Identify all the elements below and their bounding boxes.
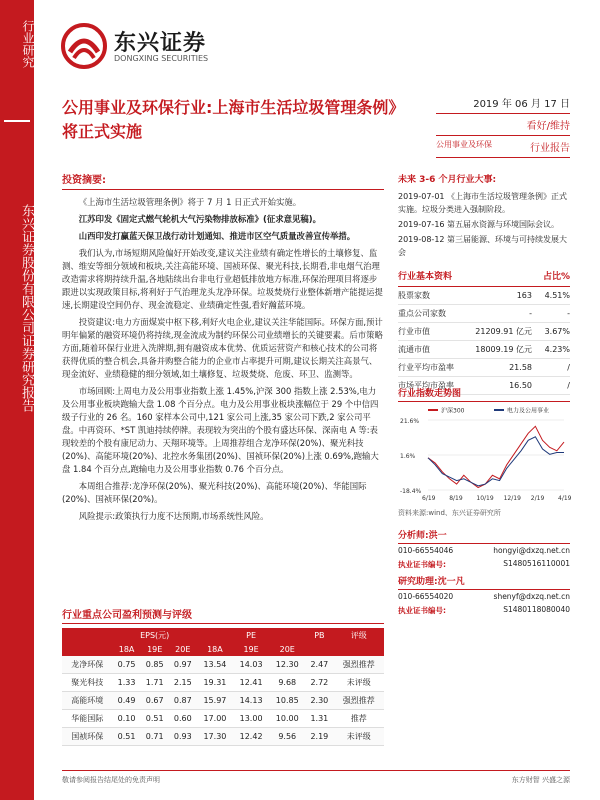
x-tick-label: 10/19 xyxy=(476,495,494,502)
indicator-cell: 行业平均市盈率 xyxy=(398,359,465,377)
indicator-cell: 流通市值 xyxy=(398,341,465,359)
forecast-cell: 华能国际 xyxy=(62,710,113,728)
summary-portfolio: 本周组合推荐:龙净环保(20%)、聚光科技(20%)、高能环境(20%)、华能国际(20%)、国祯环保(20%)。 xyxy=(62,481,367,504)
chart-plot xyxy=(398,402,570,512)
analyst-email[interactable]: hongyi@dxzq.net.cn xyxy=(493,546,570,555)
x-tick-label: 2/19 xyxy=(530,495,545,502)
indicator-cell: 21.58 xyxy=(465,359,532,377)
forecast-cell: 聚光科技 xyxy=(62,674,113,692)
forecast-row xyxy=(62,674,384,692)
sidebar-right xyxy=(398,174,570,395)
forecast-cell: 0.49 xyxy=(113,692,141,710)
forecast-cell: 10.85 xyxy=(269,692,305,710)
forecast-cell: 未评级 xyxy=(333,728,384,746)
analyst-cert-label: 执业证书编号: xyxy=(398,560,446,569)
indicator-cell: 163 xyxy=(465,287,532,305)
assistant-email[interactable]: shenyf@dxzq.net.cn xyxy=(493,592,570,601)
indicator-row xyxy=(398,305,570,323)
forecast-cell: 0.10 xyxy=(113,710,141,728)
indicators-title-text: 行业基本资料 xyxy=(398,272,453,282)
forecast-row xyxy=(62,656,384,674)
index-chart xyxy=(398,384,570,514)
events-title: 未来 3-6 个月行业大事: xyxy=(398,175,497,185)
analyst-cert xyxy=(398,557,570,572)
summary-item: 《上海市生活垃圾管理条例》将于 7 月 1 日正式开始实施。 xyxy=(78,197,302,207)
header-cell xyxy=(62,628,113,643)
forecast-cell: 1.71 xyxy=(141,674,169,692)
subheader-cell: 19E xyxy=(233,643,269,656)
indicator-cell: 重点公司家数 xyxy=(398,305,465,323)
indicator-cell: 16.50 xyxy=(465,377,532,395)
subheader-cell xyxy=(333,643,384,656)
assistant-contact xyxy=(398,590,570,603)
footer-slogan: 东方财智 兴盛之源 xyxy=(511,776,570,784)
chart-source: 资料来源:wind、东兴证券研究所 xyxy=(398,509,501,517)
sidebar-section-label: 行业研究 xyxy=(21,20,35,68)
indicator-cell: / xyxy=(532,377,570,395)
forecast-cell: 12.41 xyxy=(233,674,269,692)
analyst-cert-number: S1480516110001 xyxy=(503,559,570,568)
forecast-cell: 13.54 xyxy=(197,656,233,674)
x-tick-label: 4/19 xyxy=(558,495,572,502)
forecast-subheader-row xyxy=(62,643,384,656)
subheader-cell: 20E xyxy=(169,643,197,656)
summary-item: 江苏印发《固定式燃气轮机大气污染物排放标准》(征求意见稿)。 xyxy=(78,214,321,224)
forecast-cell: 龙净环保 xyxy=(62,656,113,674)
summary-advice: 投资建议:电力方面煤炭中枢下移,利好火电企业,建议关注华能国际。环保方面,预计明年偏紧的融资环境仍将持续,现金流成为制约环保公司业绩增长的关键要素。后市策略方面,随着环保行业进入洗牌期,拥有融资成本优势、优质运营资产和核心技术的公司将获得优质的整合机会,具备并购整合能力的企业市占率提升可期,建议长期关注高景气、现金流好、业绩稳健的细分领域,如土壤修复、垃圾焚烧、危废、环卫、监测等。 xyxy=(62,317,383,379)
legend-label: 沪深300 xyxy=(441,407,465,415)
summary-market: 市场回顾:上周电力及公用事业指数上涨 1.45%,沪深 300 指数上涨 2.53%,电力及公用事业板块跑输大盘 1.08 个百分点。电力及公用事业板块涨幅位于 29 个中信四级子行业的 26 名。160 家样本公司中,121 家公司上涨,35 家公司下跌,2 家公司平盘。中再资环、*ST 凯迪持续停牌。表现较为突出的个股有盛达环保、深南电 A 等:表现较差的个股有康尼动力、天翔环境等。上周推荐组合龙净环保(20%)、聚光科技(20%)、高能环境(20%)、北控水务集团(20%)、国祯环保(20%)上涨 0.69%,跑输大盘 1.84 个百分点,跑输电力及公用事业指数 0.76 个百分点。 xyxy=(62,386,379,474)
forecast-cell: 高能环境 xyxy=(62,692,113,710)
x-tick-label: 12/19 xyxy=(503,495,521,502)
subheader-cell xyxy=(62,643,113,656)
industry-label: 公用事业及环保 xyxy=(436,140,492,149)
forecast-cell: 2.19 xyxy=(305,728,333,746)
forecast-cell: 强烈推荐 xyxy=(333,692,384,710)
subheader-cell: 19E xyxy=(141,643,169,656)
forecast-cell: 2.15 xyxy=(169,674,197,692)
subheader-cell: 20E xyxy=(269,643,305,656)
forecast-cell: 9.68 xyxy=(269,674,305,692)
assistant-phone: 010-66554020 xyxy=(398,592,454,601)
forecast-cell: 10.00 xyxy=(269,710,305,728)
indicator-cell: - xyxy=(532,305,570,323)
subheader-cell: 18A xyxy=(197,643,233,656)
report-rating: 看好/维持 xyxy=(436,114,570,136)
forecast-cell: 未评级 xyxy=(333,674,384,692)
analyst-phone: 010-66554046 xyxy=(398,546,454,555)
indicator-row xyxy=(398,287,570,305)
brand-logo xyxy=(60,22,240,72)
x-tick-label: 6/19 xyxy=(422,495,436,502)
forecast-cell: 12.30 xyxy=(269,656,305,674)
summary-item: 山西印发打赢蓝天保卫战行动计划通知、推进市区空气质量改善宣传举措。 xyxy=(78,231,356,241)
y-tick-label: 21.6% xyxy=(400,418,420,425)
y-tick-label: 1.6% xyxy=(400,453,416,460)
forecast-row xyxy=(62,710,384,728)
header-cell: EPS(元) xyxy=(113,628,197,643)
analyst-role: 分析师: xyxy=(398,531,429,541)
forecast-cell: 0.87 xyxy=(169,692,197,710)
forecast-cell: 9.56 xyxy=(269,728,305,746)
summary-title: 投资摘要: xyxy=(62,174,384,190)
footer-disclaimer: 敬请参阅报告结尾处的免责声明 xyxy=(62,776,160,784)
assistant-cert xyxy=(398,603,570,618)
report-category xyxy=(436,136,570,158)
forecast-cell: 17.00 xyxy=(197,710,233,728)
forecast-cell: 0.85 xyxy=(141,656,169,674)
assistant-cert-label: 执业证书编号: xyxy=(398,606,446,615)
indicators-pct-label: 占比% xyxy=(542,272,570,282)
forecast-cell: 国祯环保 xyxy=(62,728,113,746)
report-title: 公用事业及环保行业:上海市生活垃圾管理条例》将正式实施 xyxy=(62,98,405,141)
forecast-cell: 2.47 xyxy=(305,656,333,674)
assistant-role: 研究助理: xyxy=(398,577,438,587)
indicator-cell: / xyxy=(532,359,570,377)
page-footer xyxy=(62,770,570,785)
forecast-header-row xyxy=(62,628,384,643)
brand-mark-icon xyxy=(60,22,108,70)
summary-view: 我们认为,市场短期风险偏好开始改变,建议关注业绩有确定性增长的土壤修复、监测、维安等细分领域和板块,关注高能环境、国祯环保、聚光科技,长期看,非电烟气治理改造需求将期持续升温,各地陆续出台非电行业超低排放地方标准,环保治理项目将逐步跟进以实现政策目标,将利好于气治理龙头龙净环保。垃圾焚烧行业整体新增产能提运提速,长期建设空间仍存、现金流稳定、业绩确定性强,看好瀚蓝环境。 xyxy=(62,248,383,310)
forecast-cell: 2.30 xyxy=(305,692,333,710)
indicator-cell: 行业市值 xyxy=(398,323,465,341)
forecast-cell: 17.30 xyxy=(197,728,233,746)
indicator-cell: 股票家数 xyxy=(398,287,465,305)
indicator-cell: 市场平均市盈率 xyxy=(398,377,465,395)
y-tick-label: -18.4% xyxy=(400,488,422,495)
forecast-cell: 1.31 xyxy=(305,710,333,728)
header-cell: 评级 xyxy=(333,628,384,643)
forecast-cell: 2.72 xyxy=(305,674,333,692)
legend-label: 电力及公用事业 xyxy=(507,407,550,415)
analyst-name-row xyxy=(398,526,570,544)
sidebar xyxy=(0,0,34,800)
summary-column xyxy=(62,174,384,527)
series-line xyxy=(428,426,564,487)
event-item: 2019-07-16 第五届水资源与环境国际会议。 xyxy=(398,220,560,229)
forecast-cell: 0.93 xyxy=(169,728,197,746)
forecast-cell: 推荐 xyxy=(333,710,384,728)
forecast-cell: 12.42 xyxy=(233,728,269,746)
x-tick-label: 8/19 xyxy=(449,495,463,502)
forecast-cell: 14.03 xyxy=(233,656,269,674)
summary-risk: 风险提示:政策执行力度不达预期,市场系统性风险。 xyxy=(78,511,269,521)
analyst-name: 洪一 xyxy=(428,531,447,541)
indicator-cell: 3.67% xyxy=(532,323,570,341)
header-cell: PE xyxy=(197,628,305,643)
assistant-name: 沈一凡 xyxy=(437,577,465,587)
indicators-title xyxy=(398,269,570,287)
forecast-cell: 19.31 xyxy=(197,674,233,692)
subheader-cell xyxy=(305,643,333,656)
analyst-contact xyxy=(398,544,570,557)
series-line xyxy=(428,437,564,486)
report-date: 2019 年 06 月 17 日 xyxy=(436,92,570,114)
event-item: 2019-07-01 《上海市生活垃圾管理条例》正式实施。垃圾分类进入强制阶段。 xyxy=(398,192,568,214)
header-cell: PB xyxy=(305,628,333,643)
forecast-cell: 0.97 xyxy=(169,656,197,674)
brand-name-en: DONGXING SECURITIES xyxy=(114,54,209,63)
subheader-cell: 18A xyxy=(113,643,141,656)
indicator-cell: - xyxy=(465,305,532,323)
indicator-row xyxy=(398,323,570,341)
forecast-cell: 0.51 xyxy=(141,710,169,728)
sidebar-company: 东兴证券股份有限公司证券研究报告 xyxy=(19,204,34,412)
indicator-cell: 4.51% xyxy=(532,287,570,305)
forecast-cell: 0.60 xyxy=(169,710,197,728)
report-type: 行业报告 xyxy=(530,143,570,154)
forecast-cell: 0.75 xyxy=(113,656,141,674)
indicator-row xyxy=(398,359,570,377)
forecast-table xyxy=(62,628,384,746)
forecast-cell: 14.13 xyxy=(233,692,269,710)
indicator-cell: 21209.91 亿元 xyxy=(465,323,532,341)
brand-name-cn: 东兴证券 xyxy=(114,31,207,56)
forecast-cell: 1.33 xyxy=(113,674,141,692)
forecast-row xyxy=(62,692,384,710)
forecast-cell: 强烈推荐 xyxy=(333,656,384,674)
forecast-section xyxy=(62,606,384,746)
chart-title: 行业指数走势图 xyxy=(398,384,570,402)
forecast-cell: 0.71 xyxy=(141,728,169,746)
assistant-name-row xyxy=(398,572,570,590)
indicators-table xyxy=(398,287,570,395)
assistant-cert-number: S1480118080040 xyxy=(503,605,570,614)
forecast-cell: 0.51 xyxy=(113,728,141,746)
forecast-cell: 13.00 xyxy=(233,710,269,728)
forecast-title: 行业重点公司盈利预测与评级 xyxy=(62,606,384,624)
analyst-block xyxy=(398,526,570,618)
indicator-row xyxy=(398,341,570,359)
event-item: 2019-08-12 第三届能源、环境与可持续发展大会 xyxy=(398,235,568,257)
report-meta xyxy=(436,92,570,158)
forecast-row xyxy=(62,728,384,746)
forecast-cell: 15.97 xyxy=(197,692,233,710)
indicator-cell: 18009.19 亿元 xyxy=(465,341,532,359)
indicator-cell: 4.23% xyxy=(532,341,570,359)
sidebar-divider xyxy=(4,120,30,122)
forecast-cell: 0.67 xyxy=(141,692,169,710)
